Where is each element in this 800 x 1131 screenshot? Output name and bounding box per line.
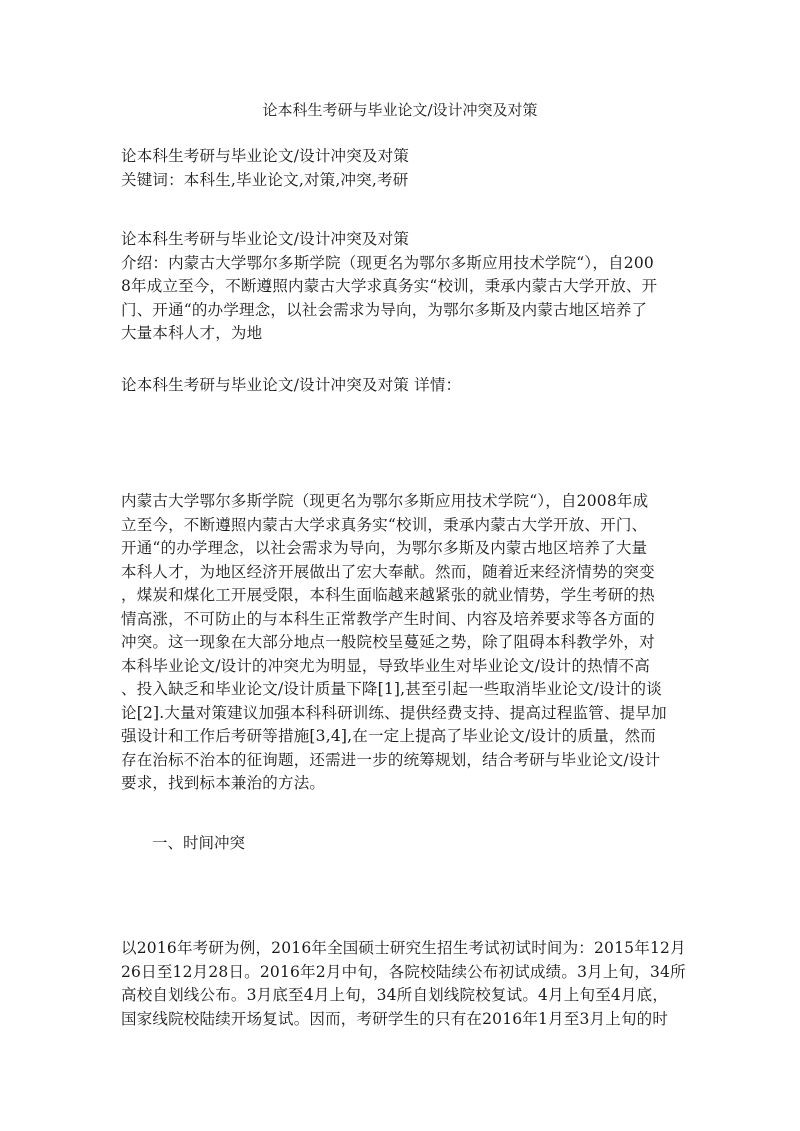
meta-section <box>121 145 681 192</box>
intro-section <box>121 228 681 346</box>
body-line: 论[2].大量对策建议加强本科科研训练、提供经费支持、提高过程监管、提早加 <box>121 703 667 722</box>
keywords-line: 关键词：本科生,毕业论文,对策,冲突,考研 <box>121 170 409 189</box>
time-line: 高校自划线公布。3月底至4月上旬，34所自划线院校复试。4月上旬至4月底， <box>121 986 669 1004</box>
intro-line: 大量本科人才，为地 <box>121 324 263 342</box>
intro-line: 8年成立至今，不断遵照内蒙古大学求真务实“校训，秉承内蒙古大学开放、开 <box>121 277 658 295</box>
body-paragraph <box>121 490 681 796</box>
body-line: 情高涨，不可防止的与本科生正常教学产生时间、内容及培养要求等各方面的 <box>121 609 655 628</box>
section-heading-time-conflict: 一、时间冲突 <box>152 834 246 852</box>
details-section <box>121 374 681 398</box>
body-line: 立至今，不断遵照内蒙古大学求真务实“校训，秉承内蒙古大学开放、开门、 <box>121 515 648 534</box>
body-line: 要求，找到标本兼治的方法。 <box>121 774 326 792</box>
time-line: 以2016年考研为例，2016年全国硕士研究生招生考试初试时间为：2015年12月 <box>121 939 686 957</box>
time-line: 国家线院校陆续开场复试。因而，考研学生的只有在2016年1月至3月上旬的时 <box>121 1009 669 1028</box>
intro-line: 门、开通“的办学理念，以社会需求为导向，为鄂尔多斯及内蒙古地区培养了 <box>121 300 648 319</box>
meta-title: 论本科生考研与毕业论文/设计冲突及对策 <box>121 147 410 165</box>
intro-line: 介绍：内蒙古大学鄂尔多斯学院（现更名为鄂尔多斯应用技术学院“），自200 <box>121 253 654 272</box>
body-line: 本科人才，为地区经济开展做出了宏大奉献。然而，随着近来经济情势的突变 <box>121 562 655 581</box>
time-line: 26日至12月28日。2016年2月中旬，各院校陆续公布初试成绩。3月上旬，34所 <box>121 962 686 981</box>
page-title: 论本科生考研与毕业论文/设计冲突及对策 <box>262 101 538 119</box>
body-line: 强设计和工作后考研等措施[3,4],在一定上提高了毕业论文/设计的质量，然而 <box>121 727 656 745</box>
intro-title: 论本科生考研与毕业论文/设计冲突及对策 <box>121 230 410 248</box>
body-line: 内蒙古大学鄂尔多斯学院（现更名为鄂尔多斯应用技术学院“），自2008年成 <box>121 492 649 510</box>
body-line: 本科毕业论文/设计的冲突尤为明显，导致毕业生对毕业论文/设计的热情不高 <box>121 656 650 675</box>
body-line: 、投入缺乏和毕业论文/设计质量下降[1],甚至引起一些取消毕业论文/设计的谈 <box>121 680 662 698</box>
time-paragraph <box>121 937 686 1031</box>
body-line: 冲突。这一现象在大部分地点一般院校呈蔓延之势，除了阻碍本科教学外，对 <box>121 633 655 651</box>
details-label: 论本科生考研与毕业论文/设计冲突及对策 详情： <box>121 376 462 394</box>
body-line: 存在治标不治本的征询题，还需进一步的统筹规划，结合考研与毕业论文/设计 <box>121 750 661 769</box>
body-line: ，煤炭和煤化工开展受限，本科生面临越来越紧张的就业情势，学生考研的热 <box>121 586 655 604</box>
intro-paragraph <box>121 252 681 346</box>
body-line: 开通“的办学理念，以社会需求为导向，为鄂尔多斯及内蒙古地区培养了大量 <box>121 539 648 557</box>
